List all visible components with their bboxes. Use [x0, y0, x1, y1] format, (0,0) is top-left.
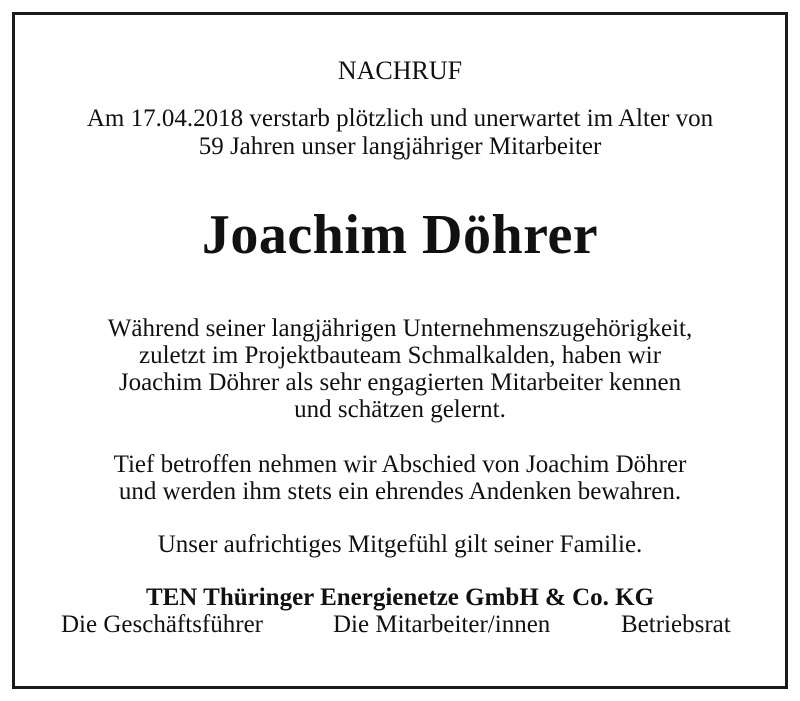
intro-line-2: 59 Jahren unser langjähriger Mitarbeiter — [198, 133, 602, 160]
intro-line-1: Am 17.04.2018 verstarb plötzlich und unerwartet im Alter von — [86, 105, 714, 132]
signatory-works-council: Betriebsrat — [621, 611, 731, 638]
paragraph-1-line-2: zuletzt im Projektbauteam Schmalkalden, haben wir — [138, 342, 662, 369]
paragraph-2-line-1: Tief betroffen nehmen wir Abschied von Joachim Döhrer — [113, 451, 687, 478]
signatory-management: Die Geschäftsführer — [61, 611, 263, 638]
paragraph-1-line-1: Während seiner langjährigen Unternehmenszugehörigkeit, — [107, 315, 693, 342]
condolence-line: Unser aufrichtiges Mitgefühl gilt seiner Familie. — [157, 531, 643, 558]
deceased-name: Joachim Döhrer — [201, 204, 599, 266]
paragraph-2-line-2: und werden ihm stets ein ehrendes Andenken bewahren. — [118, 478, 682, 505]
paragraph-1-line-3: Joachim Döhrer als sehr engagierten Mitarbeiter kennen — [118, 369, 682, 396]
notice-heading: NACHRUF — [337, 56, 463, 85]
paragraph-1-line-4: und schätzen gelernt. — [294, 396, 506, 423]
company-name: TEN Thüringer Energienetze GmbH & Co. KG — [145, 584, 655, 611]
signatory-employees: Die Mitarbeiter/innen — [333, 611, 551, 638]
